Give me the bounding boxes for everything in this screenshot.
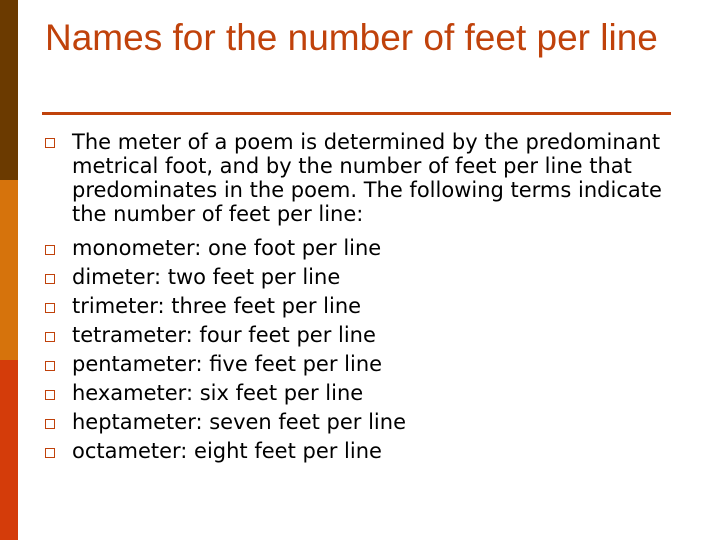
square-bullet-icon [45, 303, 55, 313]
slide-title: Names for the number of feet per line [45, 17, 658, 58]
list-item [43, 321, 678, 350]
bullet-text: octameter: eight feet per line [72, 439, 382, 463]
square-bullet-icon [45, 274, 55, 284]
bullet-text: pentameter: five feet per line [72, 352, 383, 376]
bullet-text: monometer: one foot per line [72, 236, 382, 260]
square-bullet-icon [45, 332, 55, 342]
title-underline [42, 112, 671, 115]
sidebar-segment-top [0, 0, 18, 180]
square-bullet-icon [45, 245, 55, 255]
square-bullet-icon [45, 138, 55, 148]
list-item [43, 379, 678, 408]
square-bullet-icon [45, 448, 55, 458]
square-bullet-icon [45, 419, 55, 429]
bullet-text: dimeter: two feet per line [72, 265, 341, 289]
bullet-list [43, 130, 678, 466]
list-item [43, 350, 678, 379]
bullet-text: tetrameter: four feet per line [72, 323, 376, 347]
bullet-text: trimeter: three feet per line [72, 294, 362, 318]
list-item [43, 130, 678, 226]
list-item [43, 263, 678, 292]
list-item [43, 292, 678, 321]
bullet-text: hexameter: six feet per line [72, 381, 364, 405]
square-bullet-icon [45, 361, 55, 371]
bullet-text: heptameter: seven feet per line [72, 410, 407, 434]
sidebar-accent-bar [0, 0, 18, 540]
sidebar-segment-middle [0, 180, 18, 360]
list-item [43, 437, 678, 466]
square-bullet-icon [45, 390, 55, 400]
list-item [43, 408, 678, 437]
list-item [43, 234, 678, 263]
bullet-text: The meter of a poem is determined by the predominant metrical foot, and by the number of feet per line that predominates in the poem. The following terms indicate the number of feet per line: [72, 130, 662, 226]
sidebar-segment-bottom [0, 360, 18, 540]
